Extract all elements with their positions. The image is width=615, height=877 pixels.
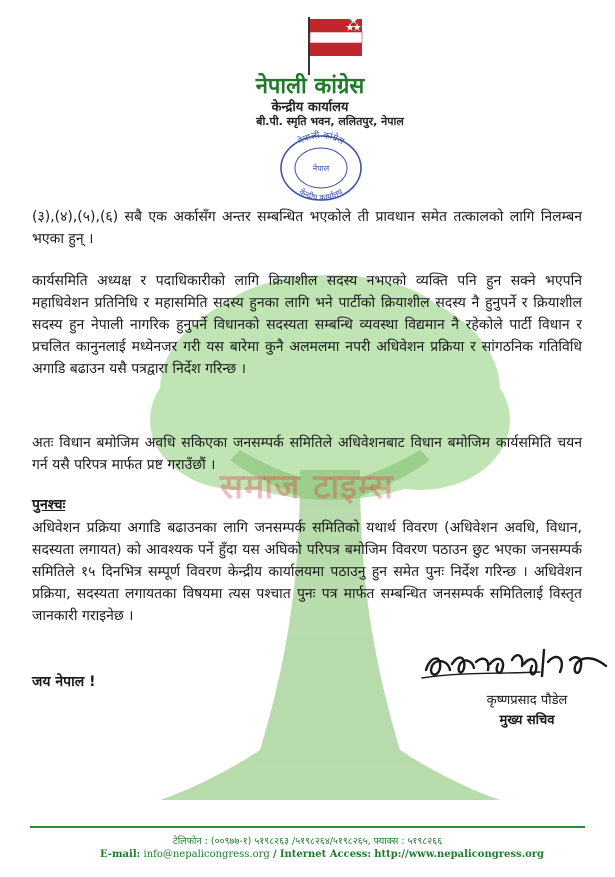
postscript-heading: पुनश्चः	[32, 497, 66, 513]
footer-contact-line	[100, 849, 545, 860]
paragraph-4: अधिवेशन प्रक्रिया अगाडि बढाउनका लागि जनसम्पर्क समितिको यथार्थ विवरण (अधिवेशन अवधि, विधान, सदस्यता लगायत) को आवश्यक पर्ने हुँदा यस अघिको परिपत्र बमोजिम विवरण पठाउन छुट भएका जनसम्पर्क समितिले १५ दिनभित्र सम्पूर्ण विवरण केन्द्रीय कार्यालयमा पठाउनु हुन समेत पुनः निर्देश गरिन्छ । अधिवेशन प्रक्रिया, सदस्यता लगायतका विषयमा त्यस पश्चात पुनः पत्र मार्फत सम्बन्धित जनसम्पर्क समितिलाई विस्तृत जानकारी गराइनेछ ।	[32, 520, 582, 624]
watermark-text: समाज टाइम्स	[220, 467, 394, 507]
paragraph-1: (३),(४),(५),(६) सबै एक अर्कासँग अन्तर सम्बन्धित भएकोले ती प्रावधान समेत तत्कालको लागि निलम्बन भएका हुन् ।	[32, 209, 582, 247]
footer-separator: /	[272, 849, 277, 860]
footer-divider	[30, 826, 585, 828]
signatory-name: कृष्णप्रसाद पौडेल	[486, 693, 568, 708]
web-label: Internet Access:	[279, 849, 372, 860]
paragraph-2: कार्यसमिति अध्यक्ष र पदाधिकारीको लागि क्रियाशील सदस्य नभएको व्यक्ति पनि हुन सक्ने भएपनि महाधिवेशन प्रतिनिधि र महासमिति सदस्य हुनका लागि भने पार्टीको क्रियाशील सदस्य नै हुनुपर्ने र क्रियाशील सदस्य हुन नेपाली नागरिक हुनुपर्ने विधानको सदस्यता सम्बन्धि व्यवस्था विद्यमान नै रहेकोले पार्टी विधान र प्रचलित कानुनलाई मध्येनजर गरी यस बारेमा कुनै अलमलमा नपरी अधिवेशन प्रक्रिया र सांगठनिक गतिविधि अगाडि बढाउन यसै पत्रद्वारा निर्देश गरिन्छ ।	[32, 273, 582, 377]
flag-logo-icon	[300, 15, 370, 77]
handwritten-signature	[420, 642, 615, 688]
website-link[interactable]: http://www.nepalicongress.org	[374, 849, 545, 860]
seal-text-center: नेपाल	[312, 164, 330, 173]
seal-text-bottom: केन्द्रीय कार्यालय	[297, 187, 345, 202]
email-link[interactable]: info@nepalicongress.org	[143, 849, 270, 860]
footer-phone-line: टेलिफोन : (००९७७-१) ५१९८२६३ /५१९८२६४/५१९८२६५, फ्याक्स : ५१९८२६६	[172, 836, 443, 847]
email-label: E-mail:	[100, 849, 141, 860]
paragraph-3: अतः विधान बमोजिम अवधि सकिएका जनसम्पर्क समितिले अधिवेशनबाट विधान बमोजिम कार्यसमिति चयन गर्न यसै परिपत्र मार्फत प्रष्ट गराउँछौं ।	[32, 435, 582, 473]
office-address: बी.पी. स्मृति भवन, ललितपुर, नेपाल	[256, 115, 404, 128]
svg-text:केन्द्रीय कार्यालय	[298, 186, 345, 202]
office-name: केन्द्रीय कार्यालय	[271, 100, 349, 115]
signatory-title: मुख्य सचिव	[499, 713, 555, 728]
org-name: नेपाली कांग्रेस	[255, 73, 365, 99]
seal-text-top: नेपाली कांग्रेस	[296, 130, 346, 148]
office-seal-stamp	[272, 130, 370, 202]
closing-line: जय नेपाल !	[32, 674, 96, 690]
